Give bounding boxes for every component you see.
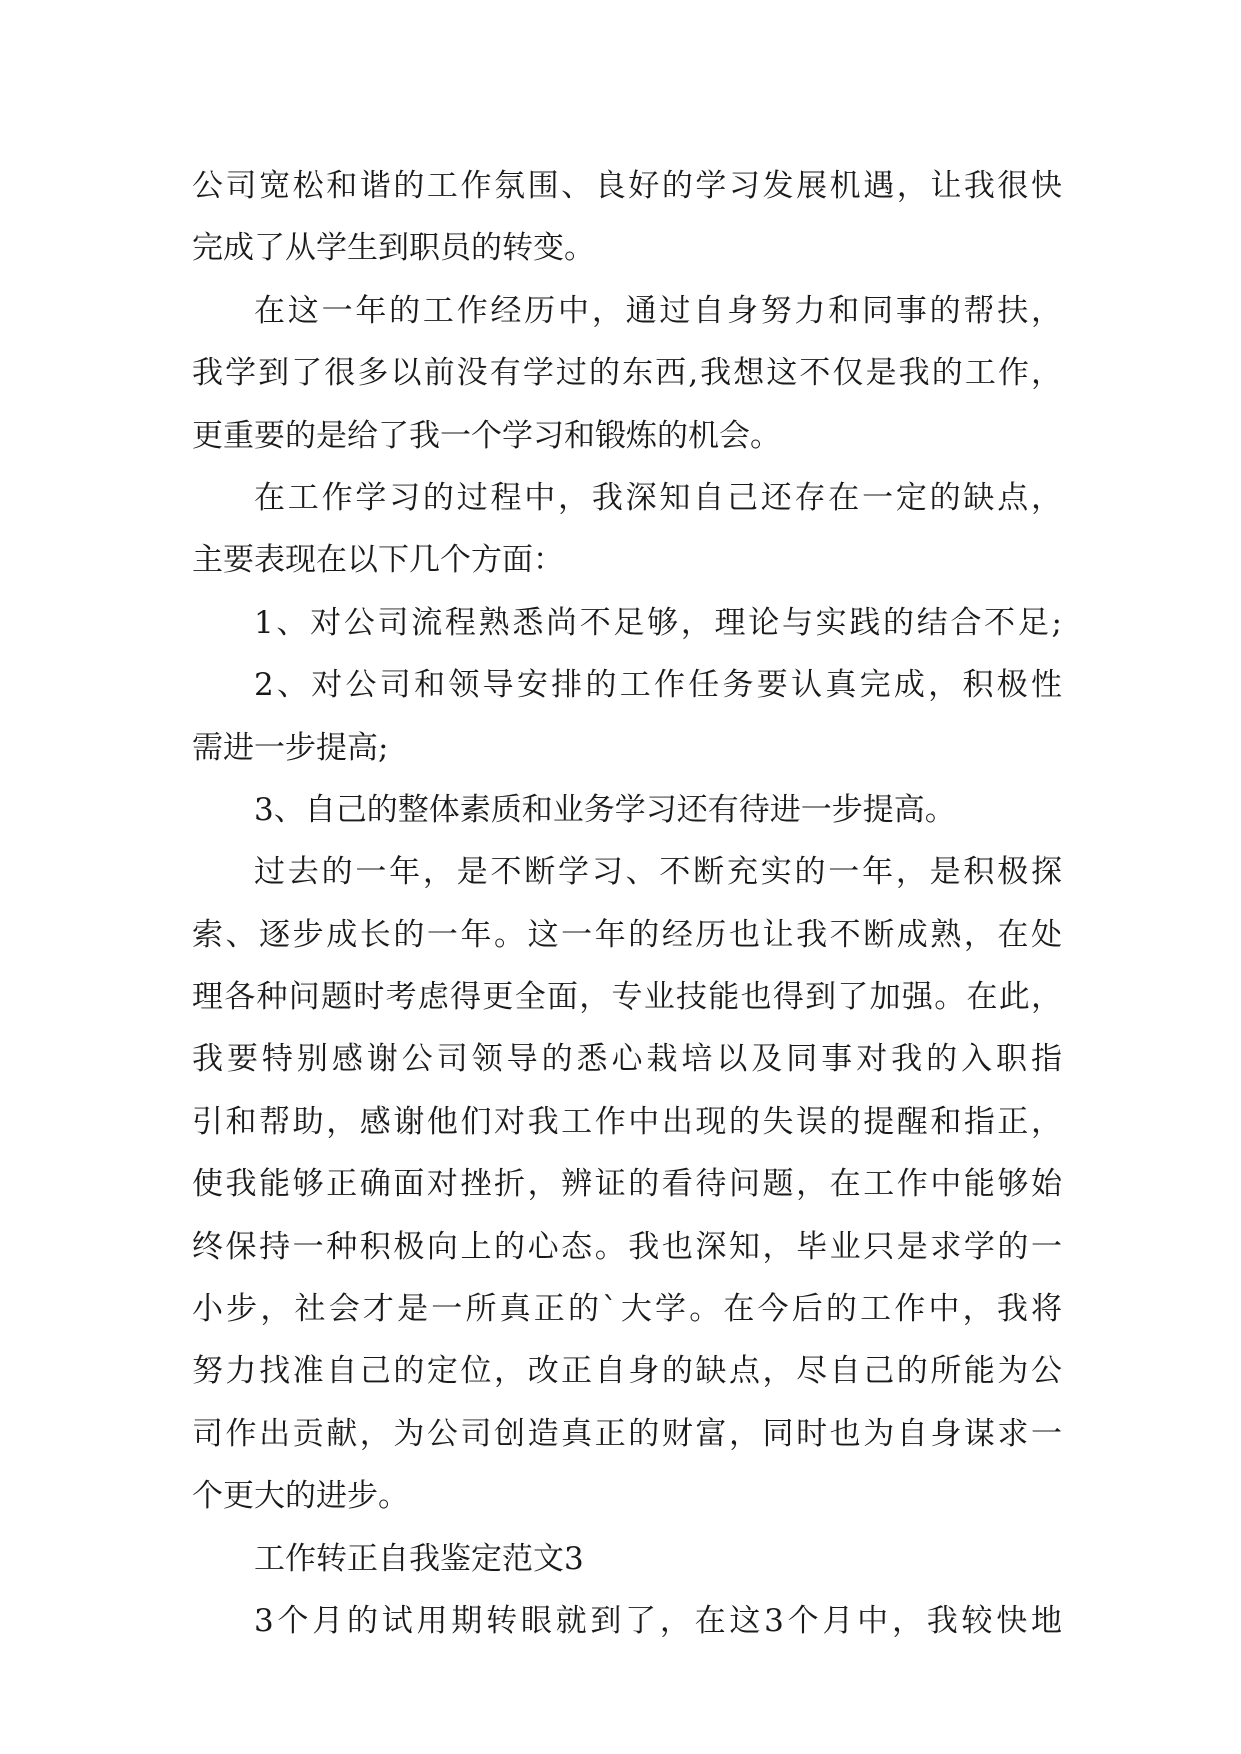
text-line: 工作转正自我鉴定范文3 bbox=[254, 1540, 584, 1577]
text-line: 公司宽松和谐的工作氛围、良好的学习发展机遇，让我很快 bbox=[192, 168, 1062, 204]
text-line: 1、对公司流程熟悉尚不足够，理论与实践的结合不足; bbox=[254, 604, 1062, 641]
text-line: 小步，社会才是一所真正的`大学。在今后的工作中，我将 bbox=[192, 1291, 1062, 1328]
text-line: 我学到了很多以前没有学过的东西,我想这不仅是我的工作， bbox=[192, 355, 1062, 392]
text-line: 需进一步提高; bbox=[192, 729, 389, 766]
text-line: 我要特别感谢公司领导的悉心栽培以及同事对我的入职指 bbox=[192, 1041, 1062, 1078]
text-line: 3、自己的整体素质和业务学习还有待进一步提高。 bbox=[254, 791, 956, 828]
text-line: 个更大的进步。 bbox=[192, 1478, 409, 1515]
text-line: 更重要的是给了我一个学习和锻炼的机会。 bbox=[192, 417, 781, 454]
document-body bbox=[192, 155, 1062, 1652]
text-line: 完成了从学生到职员的转变。 bbox=[192, 230, 595, 267]
text-line: 使我能够正确面对挫折，辨证的看待问题，在工作中能够始 bbox=[192, 1166, 1062, 1203]
text-line: 理各种问题时考虑得更全面，专业技能也得到了加强。在此， bbox=[192, 979, 1062, 1016]
text-line: 努力找准自己的定位，改正自身的缺点，尽自己的所能为公 bbox=[192, 1353, 1062, 1390]
text-line: 3个月的试用期转眼就到了，在这3个月中，我较快地 bbox=[254, 1602, 1062, 1639]
text-line: 司作出贡献，为公司创造真正的财富，同时也为自身谋求一 bbox=[192, 1415, 1062, 1452]
text-line: 2、对公司和领导安排的工作任务要认真完成，积极性 bbox=[254, 667, 1062, 704]
text-line: 在工作学习的过程中，我深知自己还存在一定的缺点， bbox=[254, 479, 1062, 516]
text-line: 在这一年的工作经历中，通过自身努力和同事的帮扶， bbox=[254, 292, 1062, 329]
text-line: 索、逐步成长的一年。这一年的经历也让我不断成熟，在处 bbox=[192, 916, 1062, 953]
text-line: 终保持一种积极向上的心态。我也深知，毕业只是求学的一 bbox=[192, 1228, 1062, 1265]
text-line: 引和帮助，感谢他们对我工作中出现的失误的提醒和指正， bbox=[192, 1103, 1062, 1140]
text-line: 过去的一年，是不断学习、不断充实的一年，是积极探 bbox=[254, 854, 1062, 891]
text-line: 主要表现在以下几个方面： bbox=[192, 542, 564, 579]
